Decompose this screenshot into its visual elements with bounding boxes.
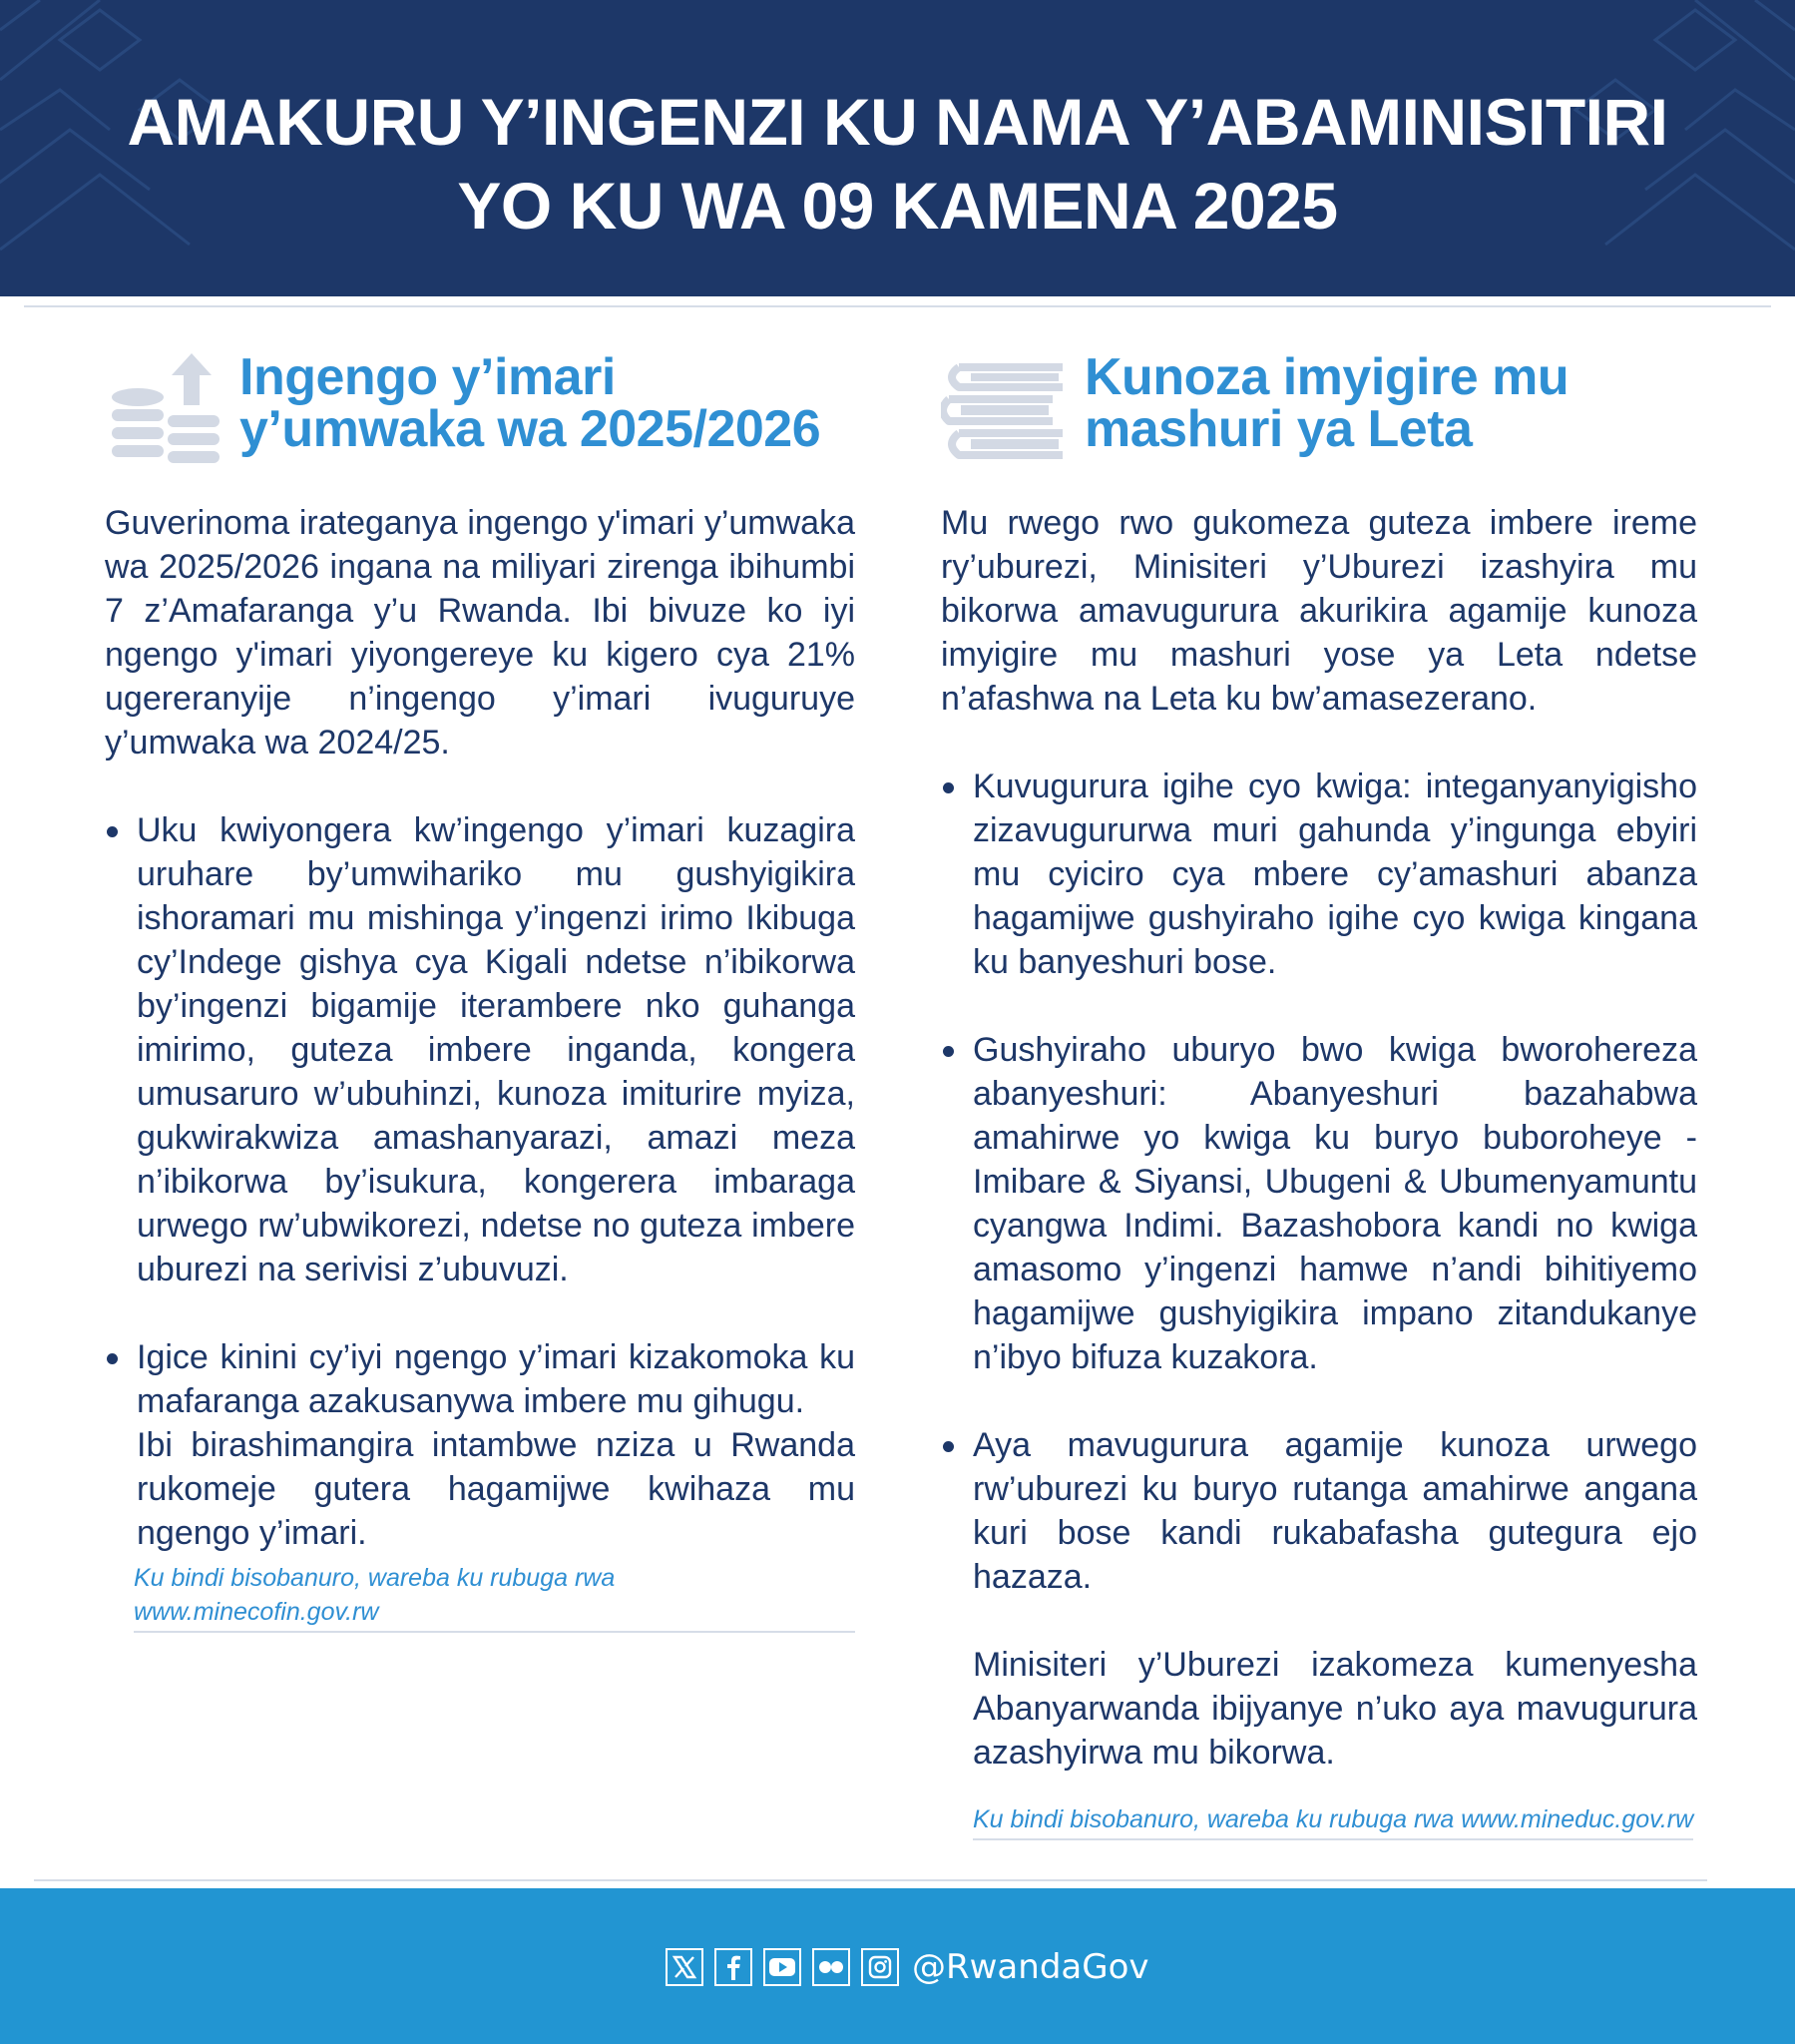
budget-bullet-1: Uku kwiyongera kw’ingengo y’imari kuzagira uruhare by’umwihariko mu gushyigikira ishoramari mu mishinga y’ingenzi irimo Ikibuga cy’Indege gishya cya Kigali ndetse n’ibikorwa by’ingenzi bigamije iterambere nko guhanga imirimo, guteza imbere inganda, kongera umusaruro w’ubuhinzi, kunoza imiturire myiza, gukwirakwiza amashanyarazi, amazi meza n’ibikorwa by’isukura, kongerera imbaraga urwego rw’ubwikorezi, ndetse no guteza imbere uburezi na serivisi z’ubuvuzi.	[105, 808, 855, 1291]
budget-intro: Guverinoma irateganya ingengo y'imari y’umwaka wa 2025/2026 ingana na miliyari zirenga ibihumbi 7 z’Amafaranga y’u Rwanda. Ibi bivuze ko iyi ngengo y'imari yiyongereye ku kigero cya 21% ugereranyije n’ingengo y’imari ivuguruye y’umwaka wa 2024/25.	[105, 504, 855, 762]
page-title-line-1: AMAKURU Y’INGENZI KU NAMA Y’ABAMINISITIRI	[127, 85, 1668, 159]
education-intro: Mu rwego rwo gukomeza guteza imbere ireme ry’uburezi, Minisiteri y’Uburezi izashyira mu bikorwa amavugurura akurikira agamije kunoza imyigire mu mashuri yose ya Leta ndetse n’afashwa na Leta ku bw’amasezerano.	[941, 504, 1697, 718]
budget-title-line-1: Ingengo y’imari	[239, 348, 616, 406]
footer-bar	[0, 1888, 1795, 2044]
books-stack-icon	[941, 357, 1071, 469]
education-column	[941, 501, 1697, 1840]
flickr-icon[interactable]	[812, 1948, 850, 1986]
budget-bullets	[105, 808, 855, 1423]
education-bullet-1: Kuvugurura igihe cyo kwiga: integanyanyigisho zizavugururwa muri gahunda y’ingunga ebyiri mu cyiciro cya mbere cy’amashuri abanza hagamijwe gushyiraho igihe cyo kwiga kingana ku banyeshuri bose.	[941, 765, 1697, 984]
facebook-icon[interactable]	[714, 1948, 752, 1986]
education-section-heading	[941, 348, 1570, 469]
budget-column	[105, 501, 855, 1633]
youtube-icon[interactable]	[763, 1948, 801, 1986]
education-title-line-2: mashuri ya Leta	[1085, 400, 1473, 458]
top-divider	[24, 305, 1771, 307]
education-source-link[interactable]: Ku bindi bisobanuro, wareba ku rubuga rwa www.mineduc.gov.rw	[973, 1802, 1693, 1840]
education-closing: Minisiteri y’Uburezi izakomeza kumenyesha Abanyarwanda ibijyanye n’uko aya mavugurura azashyirwa mu bikorwa.	[973, 1646, 1697, 1772]
social-links	[666, 1945, 1149, 1989]
page-title-line-2: YO KU WA 09 KAMENA 2025	[457, 169, 1338, 243]
budget-bullet-2-continuation: Ibi birashimangira intambwe nziza u Rwanda rukomeje gutera hagamijwe kwihaza mu ngengo y’imari.	[137, 1426, 855, 1552]
budget-bullet-2: Igice kinini cy’iyi ngengo y’imari kizakomoka ku mafaranga azakusanywa imbere mu gihugu.	[105, 1335, 855, 1423]
page-title	[0, 80, 1795, 248]
education-section-title	[1085, 348, 1570, 458]
education-bullet-2: Gushyiraho uburyo bwo kwiga bworohereza abanyeshuri: Abanyeshuri bazahabwa amahirwe yo kwiga ku buryo buboroheye - Imibare & Siyansi, Ubugeni & Ubumenyamuntu cyangwa Indimi. Bazashobora kandi no kwiga amasomo y’ingenzi hamwe n’andi bihitiyemo hagamijwe gushyigikira impano zitandukanye n’ibyo bifuza kuzakora.	[941, 1028, 1697, 1379]
budget-source-link[interactable]: Ku bindi bisobanuro, wareba ku rubuga rwa www.minecofin.gov.rw	[134, 1561, 855, 1633]
x-icon[interactable]	[666, 1948, 703, 1986]
education-bullet-3: Aya mavugurura agamije kunoza urwego rw’uburezi ku buryo rutanga amahirwe angana kuri bose kandi rukabafasha gutegura ejo hazaza.	[941, 1423, 1697, 1599]
education-bullets	[941, 765, 1697, 1599]
budget-section-heading	[110, 348, 821, 471]
instagram-icon[interactable]	[861, 1948, 899, 1986]
social-handle[interactable]: @RwandaGov	[912, 1947, 1149, 1987]
bottom-divider	[34, 1879, 1707, 1881]
education-title-line-1: Kunoza imyigire mu	[1085, 348, 1570, 406]
budget-title-line-2: y’umwaka wa 2025/2026	[239, 400, 821, 458]
budget-section-title	[239, 348, 821, 458]
header-banner	[0, 0, 1795, 296]
coins-stack-arrow-up-icon	[110, 353, 222, 471]
